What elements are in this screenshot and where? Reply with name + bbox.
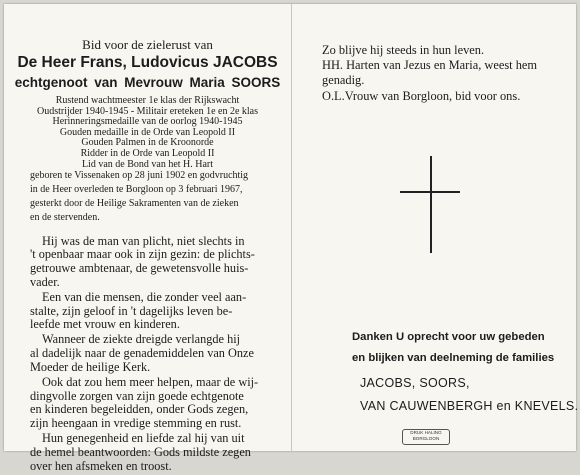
honour-line: Lid van de Bond van het H. Hart <box>81 158 214 170</box>
spouse-line: echtgenoot van Mevrouw Maria SOORS <box>14 75 281 90</box>
right-panel <box>292 4 579 451</box>
prayer-text <box>322 43 537 104</box>
prayer-line: genadig. <box>322 73 365 88</box>
deceased-name: De Heer Frans, Ludovicus JACOBS <box>17 54 278 71</box>
tribute-line: getrouwe ambtenaar, de gewetensvolle huis- <box>30 260 249 275</box>
honour-line: Herinneringsmedaille van de oorlog 1940-1945 <box>52 116 243 128</box>
families <box>360 372 578 418</box>
thanks-line: en blijken van deelneming de families <box>352 352 555 364</box>
honour-line: Gouden medaille in de Orde van Leopold II <box>59 126 236 138</box>
tribute-line: dingvolle zorgen van zijn goede echtgenote <box>30 388 244 403</box>
bid-line: Bid voor de zielerust van <box>82 37 213 52</box>
bio-line: gesterkt door de Heilige Sakramenten van de zieken <box>30 198 239 209</box>
tribute-line: Ook dat zou hem meer helpen, maar de wij- <box>42 375 259 390</box>
tribute-line: Wanneer de ziekte dreigde verlangde hij <box>42 332 241 347</box>
left-panel <box>4 4 291 473</box>
tribute-line: en kinderen begeleidden, onder Gods zegen, <box>30 402 249 417</box>
biography <box>30 169 273 225</box>
tribute-line: vader. <box>30 274 60 289</box>
tribute-line: zijn heengaan in vredige stemming en rust. <box>30 416 242 431</box>
honour-line: Ridder in de Orde van Leopold II <box>80 147 215 159</box>
tribute-line: Hij was de man van plicht, niet slechts in <box>42 233 245 248</box>
printer-name: DRUK HALING <box>410 430 442 435</box>
tribute-line: leefde met vrouw en kinderen. <box>30 317 180 332</box>
honour-line: Gouden Palmen in de Kroonorde <box>81 137 214 149</box>
bio-line: in de Heer overleden te Borgloon op 3 februari 1967, <box>30 184 243 195</box>
tribute-text <box>30 233 273 475</box>
honour-line: Oudstrijder 1940-1945 - Militair ereteken 1e en 2e klas <box>36 105 259 117</box>
printer-stamp <box>402 429 450 445</box>
memorial-card <box>4 4 579 473</box>
bio-line: en de stervenden. <box>30 212 100 223</box>
printer-town: BORGLOON <box>412 436 440 441</box>
tribute-line: stalte, zijn geloof in 't dagelijks leven be- <box>30 303 233 318</box>
prayer-line: O.L.Vrouw van Borgloon, bid voor ons. <box>322 88 521 103</box>
honour-line: Rustend wachtmeester 1e klas der Rijkswacht <box>55 95 240 106</box>
bio-line: geboren te Vissenaken op 28 juni 1902 en godvruchtig <box>30 170 249 181</box>
tribute-line: 't openbaar maar ook in zijn gezin: de plichts- <box>30 247 255 262</box>
prayer-line: HH. Harten van Jezus en Maria, weest hem <box>322 58 538 73</box>
family-line: VAN CAUWENBERGH en KNEVELS. <box>360 399 579 413</box>
family-line: JACOBS, SOORS, <box>360 376 470 390</box>
tribute-line: over hen afsmeken en troost. <box>30 458 172 473</box>
tribute-line: Hun genegenheid en liefde zal hij van uit <box>42 431 245 446</box>
thanks-line: Danken U oprecht voor uw gebeden <box>352 331 545 343</box>
thanks-text <box>352 327 554 369</box>
tribute-line: Moeder de heilige Kerk. <box>30 359 151 374</box>
tribute-line: al dadelijk naar de genademiddelen van Onze <box>30 346 254 361</box>
prayer-line: Zo blijve hij steeds in hun leven. <box>322 43 485 57</box>
tribute-line: Een van die mensen, die zonder veel aan- <box>42 289 247 304</box>
tribute-line: de hemel beantwoorden: Gods mildste zegen <box>30 445 251 460</box>
honours-list <box>4 96 291 170</box>
